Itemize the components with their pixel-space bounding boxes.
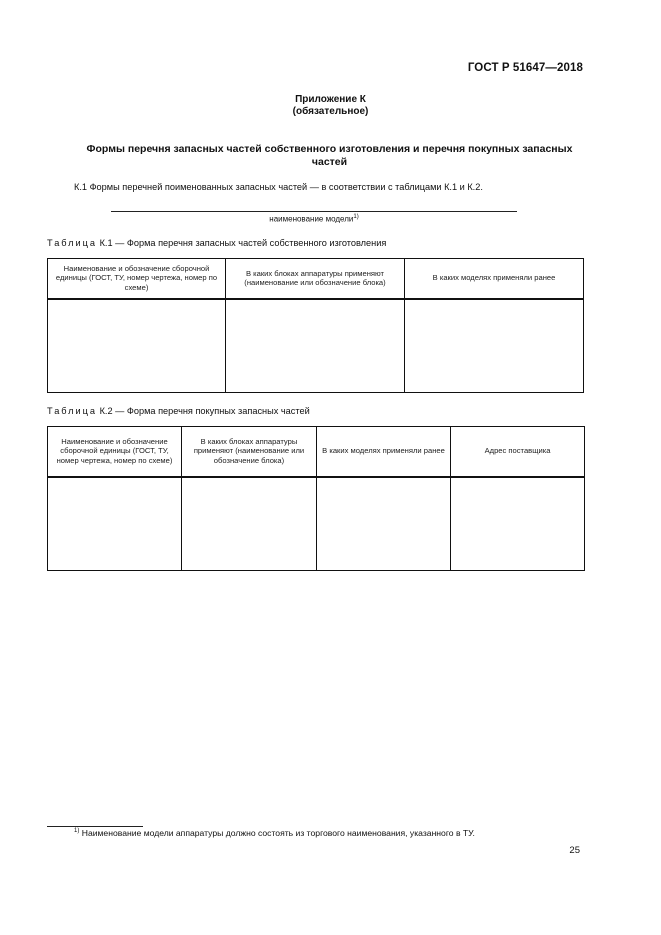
annex-status: (обязательное)	[292, 106, 369, 117]
main-heading-line-2: частей	[311, 156, 348, 168]
intro-paragraph: К.1 Формы перечней поименованных запасных частей — в соответствии с таблицами К.1 и К.2.	[74, 182, 483, 192]
table-2-empty-row	[48, 477, 585, 571]
table-1-cell-models[interactable]	[405, 299, 584, 393]
table-2-header-assembly: Наименование и обозначение сборочной единицы (ГОСТ, ТУ, номер чертежа, номер по схеме)	[48, 427, 182, 477]
table-2-caption-text: К.2 — Форма перечня покупных запасных частей	[97, 406, 310, 416]
table-1-header-blocks: В каких блоках аппаратуры применяют (наименование или обозначение блока)	[226, 259, 405, 299]
table-2-cell-blocks[interactable]	[182, 477, 317, 571]
table-1	[47, 258, 584, 393]
table-2-header-supplier-address: Адрес поставщика	[451, 427, 585, 477]
table-1-cell-assembly[interactable]	[48, 299, 226, 393]
table-2-cell-assembly[interactable]	[48, 477, 182, 571]
table-2-header-models: В каких моделях применяли ранее	[317, 427, 451, 477]
table-1-header-models: В каких моделях применяли ранее	[405, 259, 584, 299]
table-1-cell-blocks[interactable]	[226, 299, 405, 393]
annex-label: Приложение К	[295, 94, 366, 105]
model-name-field-line	[111, 211, 517, 212]
main-heading	[48, 143, 611, 169]
table-2-header-row	[48, 427, 585, 477]
table-1-caption-text: К.1 — Форма перечня запасных частей собственного изготовления	[97, 238, 387, 248]
footnote-separator	[47, 826, 143, 827]
table-1-header-assembly: Наименование и обозначение сборочной единицы (ГОСТ, ТУ, номер чертежа, номер по схеме)	[48, 259, 226, 299]
annex-title	[0, 94, 661, 118]
table-2	[47, 426, 585, 571]
main-heading-line-1: Формы перечня запасных частей собственного изготовления и перечня покупных запасных	[86, 143, 573, 155]
table-2-header-blocks: В каких блоках аппаратуры применяют (наименование или обозначение блока)	[182, 427, 317, 477]
table-1-header-row	[48, 259, 584, 299]
table-1-caption-label: Таблица	[47, 238, 98, 248]
footnote	[74, 828, 475, 838]
table-2-cell-supplier-address[interactable]	[451, 477, 585, 571]
table-2-caption-label: Таблица	[47, 406, 98, 416]
table-1-caption	[47, 238, 386, 248]
footnote-mark: 1)	[74, 828, 80, 835]
standard-number: ГОСТ Р 51647—2018	[467, 62, 583, 74]
footnote-text: Наименование модели аппаратуры должно состоять из торгового наименования, указанного в ТУ.	[81, 828, 475, 838]
table-2-caption	[47, 406, 310, 416]
table-2-cell-models[interactable]	[317, 477, 451, 571]
table-1-empty-row	[48, 299, 584, 393]
model-name-caption	[111, 214, 517, 224]
page-number: 25	[569, 845, 580, 856]
model-name-footnote-mark: 1)	[353, 214, 359, 220]
model-name-caption-text: наименование модели	[269, 214, 354, 224]
